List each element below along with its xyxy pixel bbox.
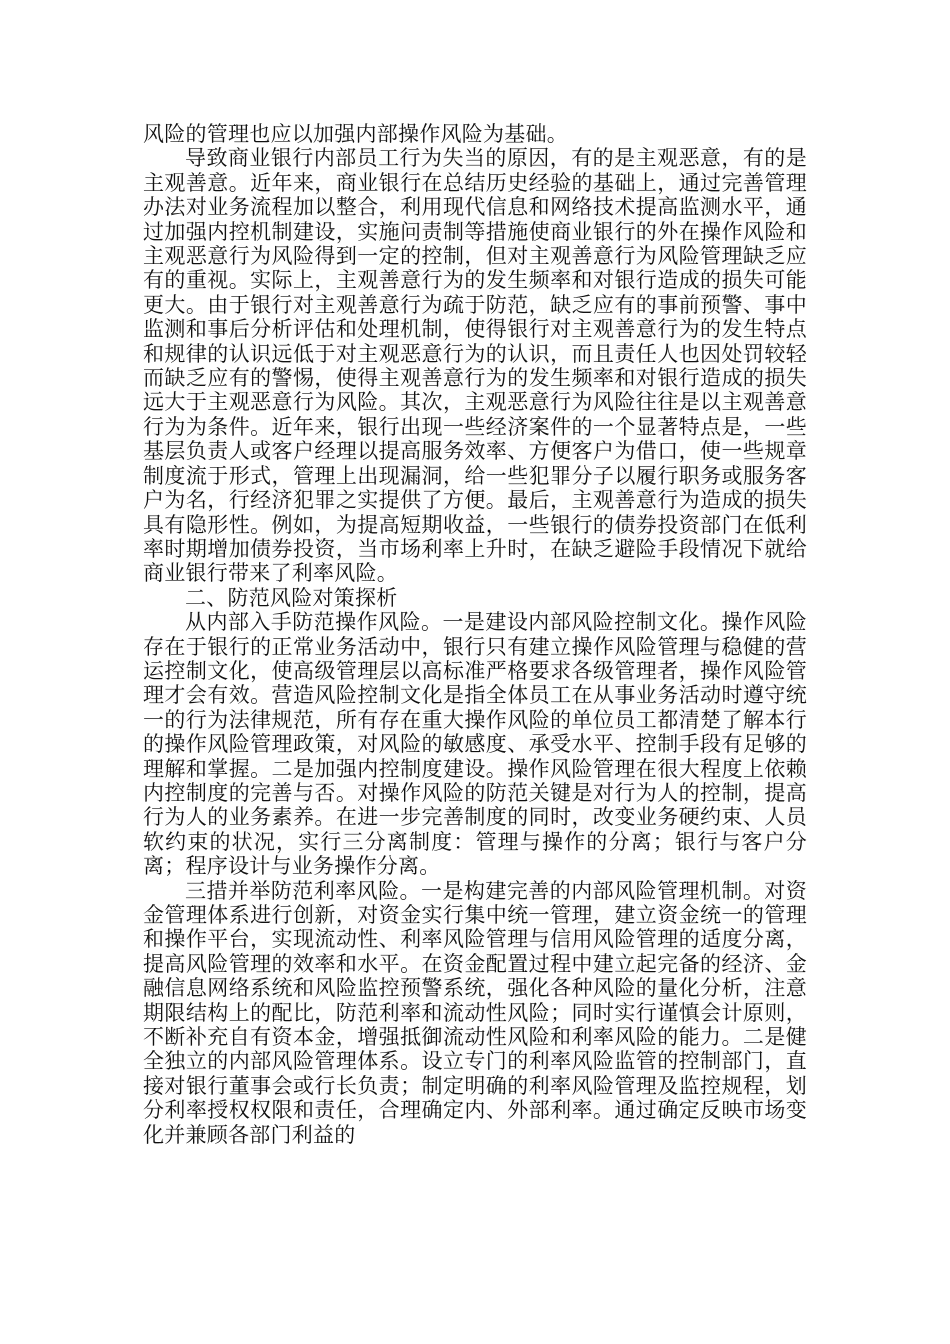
- paragraph-subjective-intent: 导致商业银行内部员工行为失当的原因，有的是主观恶意，有的是主观善意。近年来，商业银行在总结历史经验的基础上，通过完善管理办法对业务流程加以整合，利用现代信息和网络技术提高监测水平，通过加强内控机制建设，实施问责制等措施使商业银行的外在操作风险和主观恶意行为风险得到一定的控制，但对主观善意行为风险管理缺乏应有的重视。实际上，主观善意行为的发生频率和对银行造成的损失可能更大。由于银行对主观善意行为疏于防范，缺乏应有的事前预警、事中监测和事后分析评估和处理机制，使得银行对主观善意行为的发生特点和规律的认识远低于对主观恶意行为的认识，而且责任人也因处罚较轻而缺乏应有的警惕，使得主观善意行为的发生频率和对银行造成的损失远大于主观恶意行为风险。其次，主观恶意行为风险往往是以主观善意行为为条件。近年来，银行出现一些经济案件的一个显著特点是，一些基层负责人或客户经理以提高服务效率、方便客户为借口，使一些规章制度流于形式，管理上出现漏洞，给一些犯罪分子以履行职务或服务客户为名，行经济犯罪之实提供了方便。最后，主观善意行为造成的损失具有隐形性。例如，为提高短期收益，一些银行的债券投资部门在低利率时期增加债券投资，当市场利率上升时，在缺乏避险手段情况下就给商业银行带来了利率风险。: [143, 146, 807, 586]
- document-body: [143, 122, 807, 1147]
- paragraph-continuation: 风险的管理也应以加强内部操作风险为基础。: [143, 122, 568, 146]
- paragraph-interest-rate-risk: 三措并举防范利率风险。一是构建完善的内部风险管理机制。对资金管理体系进行创新，对资金实行集中统一管理，建立资金统一的管理和操作平台，实现流动性、利率风险管理与信用风险管理的适度分离，提高风险管理的效率和水平。在资金配置过程中建立起完备的经济、金融信息网络系统和风险监控预警系统，强化各种风险的量化分析，注意期限结构上的配比，防范利率和流动性风险；同时实行谨慎会计原则，不断补充自有资本金，增强抵御流动性风险和利率风险的能力。二是健全独立的内部风险管理体系。设立专门的利率风险监管的控制部门，直接对银行董事会或行长负责；制定明确的利率风险管理及监控规程，划分利率授权权限和责任，合理确定内、外部利率。通过确定反映市场变化并兼顾各部门利益的: [143, 878, 807, 1147]
- paragraph-operational-risk: 从内部入手防范操作风险。一是建设内部风险控制文化。操作风险存在于银行的正常业务活动中，银行只有建立操作风险管理与稳健的营运控制文化，使高级管理层以高标准严格要求各级管理者，操作风险管理才会有效。营造风险控制文化是指全体员工在从事业务活动时遵守统一的行为法律规范，所有存在重大操作风险的单位员工都清楚了解本行的操作风险管理政策，对风险的敏感度、承受水平、控制手段有足够的理解和掌握。二是加强内控制度建设。操作风险管理在很大程度上依赖内控制度的完善与否。对操作风险的防范关键是对行为人的控制，提高行为人的业务素养。在进一步完善制度的同时，改变业务硬约束、人员软约束的状况，实行三分离制度：管理与操作的分离；银行与客户分离；程序设计与业务操作分离。: [143, 610, 807, 879]
- section-heading: 二、防范风险对策探析: [185, 585, 398, 610]
